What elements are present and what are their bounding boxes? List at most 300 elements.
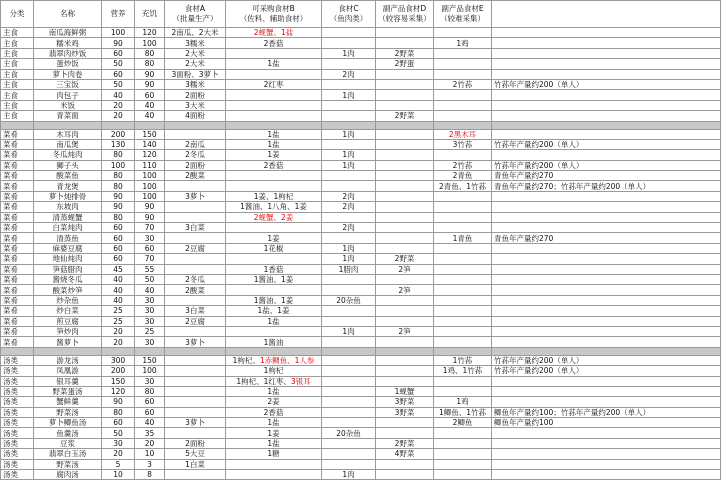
cell-fullness[interactable]: 30 [135,376,165,386]
cell-category[interactable]: 汤类 [1,470,34,480]
cell-name[interactable]: 萝卜炖排骨 [34,191,102,201]
cell-note[interactable] [492,202,721,212]
cell-category[interactable]: 主食 [1,59,34,69]
cell-ingredient-a[interactable]: 3白菜 [165,223,226,233]
cell-ingredient-c[interactable] [322,355,376,365]
cell-nutrition[interactable]: 5 [102,459,135,469]
cell-ingredient-b[interactable]: 1花椒 [226,243,322,253]
cell-nutrition[interactable]: 90 [102,38,135,48]
cell-ingredient-e[interactable]: 3竹荪 [434,139,492,149]
cell-note[interactable] [492,191,721,201]
cell-fullness[interactable]: 30 [135,337,165,347]
cell-name[interactable]: 木耳肉 [34,129,102,139]
cell-note[interactable]: 鲫鱼年产量约100；竹荪年产量约200（单人） [492,407,721,417]
cell-ingredient-a[interactable] [165,428,226,438]
cell-ingredient-a[interactable]: 3萝卜 [165,418,226,428]
cell-ingredient-c[interactable]: 1肉 [322,254,376,264]
cell-ingredient-c[interactable] [322,171,376,181]
separator-cell[interactable] [434,347,492,355]
cell-ingredient-c[interactable] [322,212,376,222]
separator-cell[interactable] [165,121,226,129]
separator-cell[interactable] [376,121,434,129]
cell-ingredient-c[interactable] [322,233,376,243]
cell-ingredient-a[interactable]: 3萝卜 [165,191,226,201]
cell-ingredient-e[interactable] [434,28,492,38]
cell-name[interactable]: 野菜汤 [34,407,102,417]
cell-fullness[interactable]: 150 [135,355,165,365]
cell-ingredient-e[interactable]: 1鸡、1竹荪 [434,366,492,376]
cell-ingredient-d[interactable] [376,202,434,212]
cell-note[interactable] [492,212,721,222]
cell-note[interactable] [492,386,721,396]
cell-ingredient-c[interactable]: 1肉 [322,160,376,170]
cell-ingredient-e[interactable] [434,69,492,79]
cell-name[interactable]: 青菜面 [34,111,102,121]
cell-nutrition[interactable]: 80 [102,171,135,181]
cell-ingredient-d[interactable] [376,139,434,149]
cell-category[interactable]: 主食 [1,79,34,89]
cell-nutrition[interactable]: 40 [102,295,135,305]
cell-note[interactable] [492,376,721,386]
cell-ingredient-d[interactable] [376,233,434,243]
cell-ingredient-e[interactable] [434,90,492,100]
cell-ingredient-a[interactable] [165,212,226,222]
cell-fullness[interactable]: 60 [135,90,165,100]
cell-nutrition[interactable]: 25 [102,316,135,326]
cell-ingredient-d[interactable] [376,90,434,100]
cell-ingredient-c[interactable] [322,285,376,295]
separator-cell[interactable] [1,347,34,355]
cell-note[interactable] [492,254,721,264]
cell-ingredient-e[interactable] [434,254,492,264]
cell-nutrition[interactable]: 60 [102,69,135,79]
cell-ingredient-d[interactable] [376,181,434,191]
cell-nutrition[interactable]: 100 [102,28,135,38]
cell-ingredient-b[interactable]: 2香菇 [226,407,322,417]
cell-ingredient-c[interactable]: 1腊肉 [322,264,376,274]
cell-ingredient-a[interactable]: 3面粉、3萝卜 [165,69,226,79]
cell-fullness[interactable]: 40 [135,111,165,121]
cell-ingredient-d[interactable]: 2野蛋 [376,59,434,69]
cell-nutrition[interactable]: 50 [102,59,135,69]
cell-ingredient-b[interactable] [226,285,322,295]
cell-ingredient-d[interactable] [376,79,434,89]
cell-category[interactable]: 菜肴 [1,181,34,191]
cell-nutrition[interactable]: 200 [102,129,135,139]
cell-name[interactable]: 酱烧冬瓜 [34,274,102,284]
cell-nutrition[interactable]: 20 [102,337,135,347]
cell-name[interactable]: 煎豆腐 [34,316,102,326]
cell-ingredient-b[interactable]: 1姜 [226,233,322,243]
cell-ingredient-e[interactable] [434,264,492,274]
cell-note[interactable] [492,223,721,233]
cell-ingredient-c[interactable]: 20杂鱼 [322,295,376,305]
cell-name[interactable]: 东坡肉 [34,202,102,212]
cell-name[interactable]: 凤凰游 [34,366,102,376]
cell-note[interactable]: 竹荪年产量约200（单人） [492,366,721,376]
cell-ingredient-d[interactable]: 3野菜 [376,407,434,417]
cell-fullness[interactable]: 100 [135,366,165,376]
cell-ingredient-d[interactable]: 2笋 [376,285,434,295]
cell-ingredient-b[interactable] [226,111,322,121]
header-ingredient-d[interactable]: 副产品食材D （较容易采集） [376,1,434,28]
cell-name[interactable]: 米饭 [34,100,102,110]
cell-ingredient-c[interactable] [322,397,376,407]
separator-cell[interactable] [492,347,721,355]
cell-ingredient-a[interactable]: 2冬瓜 [165,150,226,160]
cell-fullness[interactable]: 25 [135,326,165,336]
cell-ingredient-a[interactable]: 3糯米 [165,38,226,48]
cell-note[interactable]: 青鱼年产量约270；竹荪年产量约200（单人） [492,181,721,191]
cell-note[interactable] [492,38,721,48]
cell-ingredient-d[interactable]: 4野菜 [376,449,434,459]
cell-category[interactable]: 汤类 [1,449,34,459]
cell-name[interactable]: 腐肉汤 [34,470,102,480]
cell-ingredient-e[interactable] [434,295,492,305]
cell-nutrition[interactable]: 60 [102,418,135,428]
cell-ingredient-e[interactable] [434,449,492,459]
cell-nutrition[interactable]: 200 [102,366,135,376]
cell-ingredient-b[interactable]: 1枸杞 [226,366,322,376]
cell-ingredient-b[interactable] [226,223,322,233]
cell-category[interactable]: 菜肴 [1,316,34,326]
cell-category[interactable]: 菜肴 [1,233,34,243]
cell-ingredient-b[interactable]: 1姜、1枸杞 [226,191,322,201]
cell-category[interactable]: 主食 [1,111,34,121]
header-fullness[interactable]: 充饥 [135,1,165,28]
cell-nutrition[interactable]: 60 [102,254,135,264]
cell-nutrition[interactable]: 20 [102,111,135,121]
cell-ingredient-b[interactable]: 1酱油、1姜 [226,274,322,284]
cell-ingredient-d[interactable] [376,38,434,48]
cell-ingredient-e[interactable] [434,285,492,295]
cell-category[interactable]: 菜肴 [1,191,34,201]
cell-note[interactable] [492,274,721,284]
cell-ingredient-d[interactable] [376,69,434,79]
cell-name[interactable]: 糯米鸡 [34,38,102,48]
cell-ingredient-e[interactable] [434,223,492,233]
cell-ingredient-d[interactable] [376,191,434,201]
cell-nutrition[interactable]: 45 [102,264,135,274]
cell-fullness[interactable]: 140 [135,139,165,149]
cell-ingredient-e[interactable]: 1竹荪 [434,355,492,365]
cell-ingredient-a[interactable]: 2面粉 [165,90,226,100]
cell-category[interactable]: 汤类 [1,407,34,417]
cell-ingredient-a[interactable] [165,376,226,386]
cell-name[interactable]: 白菜炖肉 [34,223,102,233]
cell-ingredient-a[interactable]: 2面粉 [165,438,226,448]
cell-ingredient-e[interactable] [434,59,492,69]
cell-ingredient-d[interactable] [376,470,434,480]
cell-category[interactable]: 主食 [1,28,34,38]
cell-ingredient-c[interactable] [322,407,376,417]
cell-fullness[interactable]: 60 [135,243,165,253]
cell-ingredient-a[interactable] [165,264,226,274]
cell-category[interactable]: 菜肴 [1,223,34,233]
cell-ingredient-c[interactable]: 1肉 [322,243,376,253]
cell-ingredient-c[interactable] [322,38,376,48]
cell-ingredient-d[interactable] [376,337,434,347]
cell-ingredient-a[interactable] [165,254,226,264]
cell-name[interactable]: 清蒸鱼 [34,233,102,243]
cell-ingredient-d[interactable]: 1蚬蟹 [376,386,434,396]
cell-ingredient-e[interactable] [434,386,492,396]
cell-fullness[interactable]: 150 [135,129,165,139]
cell-ingredient-a[interactable] [165,397,226,407]
cell-category[interactable]: 菜肴 [1,326,34,336]
cell-name[interactable]: 笋菇腊肉 [34,264,102,274]
cell-name[interactable]: 三宝饭 [34,79,102,89]
cell-ingredient-b[interactable]: 1糖 [226,449,322,459]
cell-ingredient-a[interactable]: 3大米 [165,100,226,110]
cell-category[interactable]: 菜肴 [1,295,34,305]
cell-name[interactable]: 银耳羹 [34,376,102,386]
cell-nutrition[interactable]: 80 [102,407,135,417]
cell-ingredient-d[interactable] [376,376,434,386]
cell-name[interactable]: 翡翠白玉汤 [34,449,102,459]
cell-name[interactable]: 酱萝卜 [34,337,102,347]
cell-ingredient-a[interactable]: 3糯米 [165,79,226,89]
cell-nutrition[interactable]: 60 [102,243,135,253]
cell-fullness[interactable]: 90 [135,212,165,222]
cell-ingredient-b[interactable]: 2红枣 [226,79,322,89]
cell-ingredient-e[interactable]: 1鲫鱼、1竹荪 [434,407,492,417]
cell-note[interactable] [492,285,721,295]
cell-ingredient-c[interactable] [322,59,376,69]
cell-name[interactable]: 青龙煲 [34,181,102,191]
cell-ingredient-d[interactable] [376,28,434,38]
header-category[interactable]: 分类 [1,1,34,28]
cell-ingredient-c[interactable]: 20杂鱼 [322,428,376,438]
cell-ingredient-a[interactable]: 2面粉 [165,160,226,170]
cell-category[interactable]: 主食 [1,90,34,100]
cell-ingredient-c[interactable] [322,449,376,459]
cell-ingredient-a[interactable]: 4面粉 [165,111,226,121]
cell-category[interactable]: 汤类 [1,386,34,396]
cell-ingredient-e[interactable] [434,306,492,316]
cell-ingredient-d[interactable] [376,243,434,253]
cell-ingredient-b[interactable]: 1酱油、1姜 [226,295,322,305]
cell-category[interactable]: 菜肴 [1,337,34,347]
cell-category[interactable]: 菜肴 [1,285,34,295]
cell-ingredient-b[interactable] [226,90,322,100]
cell-nutrition[interactable]: 130 [102,139,135,149]
cell-ingredient-d[interactable]: 2笋 [376,326,434,336]
cell-ingredient-e[interactable] [434,428,492,438]
cell-ingredient-c[interactable] [322,316,376,326]
cell-ingredient-c[interactable]: 1肉 [322,48,376,58]
cell-fullness[interactable]: 120 [135,28,165,38]
cell-category[interactable]: 汤类 [1,418,34,428]
cell-ingredient-e[interactable] [434,438,492,448]
cell-note[interactable]: 竹荪年产量约200（单人） [492,355,721,365]
cell-fullness[interactable]: 40 [135,100,165,110]
cell-category[interactable]: 菜肴 [1,274,34,284]
cell-note[interactable] [492,243,721,253]
cell-note[interactable] [492,69,721,79]
cell-ingredient-a[interactable] [165,295,226,305]
cell-name[interactable]: 清蒸蚬蟹 [34,212,102,222]
cell-nutrition[interactable]: 50 [102,428,135,438]
cell-name[interactable]: 笋炒肉 [34,326,102,336]
cell-ingredient-c[interactable] [322,386,376,396]
cell-ingredient-a[interactable]: 2南瓜 [165,139,226,149]
separator-cell[interactable] [34,121,102,129]
cell-ingredient-c[interactable] [322,79,376,89]
cell-note[interactable]: 竹荪年产量约200（单人） [492,79,721,89]
cell-nutrition[interactable]: 80 [102,181,135,191]
cell-name[interactable]: 南瓜海鲜粥 [34,28,102,38]
cell-nutrition[interactable]: 10 [102,470,135,480]
cell-ingredient-c[interactable]: 1肉 [322,470,376,480]
cell-note[interactable] [492,48,721,58]
cell-name[interactable]: 蛋炒饭 [34,59,102,69]
cell-fullness[interactable]: 30 [135,233,165,243]
cell-ingredient-e[interactable]: 1青鱼 [434,233,492,243]
cell-name[interactable]: 蟹鲜羹 [34,397,102,407]
cell-ingredient-e[interactable] [434,48,492,58]
cell-name[interactable]: 翡翠肉炒饭 [34,48,102,58]
cell-fullness[interactable]: 40 [135,285,165,295]
cell-ingredient-e[interactable]: 2鲫鱼 [434,418,492,428]
cell-ingredient-e[interactable] [434,274,492,284]
cell-nutrition[interactable]: 120 [102,386,135,396]
cell-fullness[interactable]: 60 [135,407,165,417]
cell-category[interactable]: 汤类 [1,397,34,407]
cell-ingredient-c[interactable] [322,376,376,386]
cell-ingredient-e[interactable] [434,243,492,253]
cell-note[interactable]: 青鱼年产量约270 [492,171,721,181]
cell-nutrition[interactable]: 20 [102,449,135,459]
cell-ingredient-e[interactable] [434,212,492,222]
cell-ingredient-b[interactable]: 2香菇 [226,38,322,48]
cell-category[interactable]: 主食 [1,48,34,58]
cell-fullness[interactable]: 100 [135,171,165,181]
cell-ingredient-b[interactable]: 2蚬蟹、2姜 [226,212,322,222]
cell-ingredient-c[interactable]: 1肉 [322,326,376,336]
cell-name[interactable]: 冬瓜炖肉 [34,150,102,160]
cell-ingredient-b[interactable]: 1姜 [226,150,322,160]
cell-ingredient-c[interactable] [322,459,376,469]
separator-cell[interactable] [322,121,376,129]
cell-fullness[interactable]: 100 [135,181,165,191]
cell-name[interactable]: 野菜汤 [34,459,102,469]
cell-ingredient-c[interactable]: 2肉 [322,191,376,201]
cell-category[interactable]: 菜肴 [1,306,34,316]
cell-name[interactable]: 炒杂鱼 [34,295,102,305]
cell-fullness[interactable]: 110 [135,160,165,170]
cell-ingredient-b[interactable]: 1香菇 [226,264,322,274]
cell-ingredient-a[interactable] [165,407,226,417]
cell-ingredient-d[interactable]: 3野菜 [376,397,434,407]
cell-fullness[interactable]: 90 [135,69,165,79]
cell-note[interactable]: 鲫鱼年产量约100 [492,418,721,428]
cell-fullness[interactable]: 20 [135,438,165,448]
cell-ingredient-e[interactable] [434,100,492,110]
cell-fullness[interactable]: 70 [135,223,165,233]
cell-category[interactable]: 菜肴 [1,212,34,222]
cell-category[interactable]: 汤类 [1,459,34,469]
cell-nutrition[interactable]: 60 [102,233,135,243]
cell-note[interactable] [492,337,721,347]
separator-cell[interactable] [492,121,721,129]
cell-category[interactable]: 汤类 [1,366,34,376]
cell-ingredient-e[interactable]: 1鸡 [434,38,492,48]
cell-ingredient-e[interactable]: 2青鱼、1竹荪 [434,181,492,191]
cell-category[interactable]: 主食 [1,100,34,110]
cell-note[interactable] [492,295,721,305]
cell-note[interactable]: 青鱼年产量约270 [492,233,721,243]
cell-ingredient-d[interactable] [376,129,434,139]
cell-fullness[interactable]: 30 [135,295,165,305]
cell-fullness[interactable]: 70 [135,254,165,264]
cell-fullness[interactable]: 50 [135,274,165,284]
cell-nutrition[interactable]: 80 [102,212,135,222]
cell-category[interactable]: 菜肴 [1,243,34,253]
cell-note[interactable] [492,326,721,336]
cell-ingredient-b[interactable] [226,181,322,191]
cell-category[interactable]: 菜肴 [1,264,34,274]
cell-note[interactable] [492,28,721,38]
cell-ingredient-c[interactable] [322,337,376,347]
cell-note[interactable] [492,438,721,448]
cell-ingredient-b[interactable] [226,100,322,110]
cell-note[interactable] [492,449,721,459]
cell-ingredient-b[interactable]: 1盐 [226,139,322,149]
separator-cell[interactable] [434,121,492,129]
header-note[interactable] [492,1,721,28]
cell-ingredient-e[interactable]: 2竹荪 [434,79,492,89]
cell-ingredient-e[interactable]: 2黑木耳 [434,129,492,139]
cell-name[interactable]: 地仙炖肉 [34,254,102,264]
separator-cell[interactable] [165,347,226,355]
cell-ingredient-a[interactable]: 1白菜 [165,459,226,469]
cell-ingredient-c[interactable]: 2肉 [322,202,376,212]
cell-note[interactable] [492,397,721,407]
cell-ingredient-d[interactable]: 2笋 [376,264,434,274]
cell-fullness[interactable]: 100 [135,191,165,201]
cell-ingredient-b[interactable] [226,69,322,79]
cell-ingredient-d[interactable] [376,223,434,233]
cell-ingredient-d[interactable] [376,306,434,316]
cell-fullness[interactable]: 80 [135,48,165,58]
cell-ingredient-d[interactable] [376,355,434,365]
cell-ingredient-b[interactable]: 1盐 [226,59,322,69]
cell-nutrition[interactable]: 60 [102,48,135,58]
cell-ingredient-b[interactable] [226,459,322,469]
cell-nutrition[interactable]: 90 [102,191,135,201]
cell-ingredient-a[interactable]: 3白菜 [165,306,226,316]
cell-ingredient-c[interactable]: 1肉 [322,150,376,160]
cell-ingredient-a[interactable]: 5大豆 [165,449,226,459]
header-nutrition[interactable]: 营养 [102,1,135,28]
cell-ingredient-a[interactable] [165,326,226,336]
cell-ingredient-d[interactable]: 2野菜 [376,48,434,58]
cell-ingredient-c[interactable] [322,111,376,121]
cell-ingredient-d[interactable] [376,150,434,160]
cell-fullness[interactable]: 30 [135,316,165,326]
cell-category[interactable]: 菜肴 [1,254,34,264]
cell-fullness[interactable]: 80 [135,386,165,396]
cell-ingredient-e[interactable] [434,326,492,336]
cell-ingredient-b[interactable] [226,470,322,480]
cell-ingredient-e[interactable] [434,376,492,386]
cell-ingredient-b[interactable] [226,254,322,264]
cell-ingredient-d[interactable] [376,171,434,181]
separator-cell[interactable] [226,347,322,355]
cell-note[interactable]: 竹荪年产量约200（单人） [492,139,721,149]
cell-category[interactable]: 菜肴 [1,150,34,160]
